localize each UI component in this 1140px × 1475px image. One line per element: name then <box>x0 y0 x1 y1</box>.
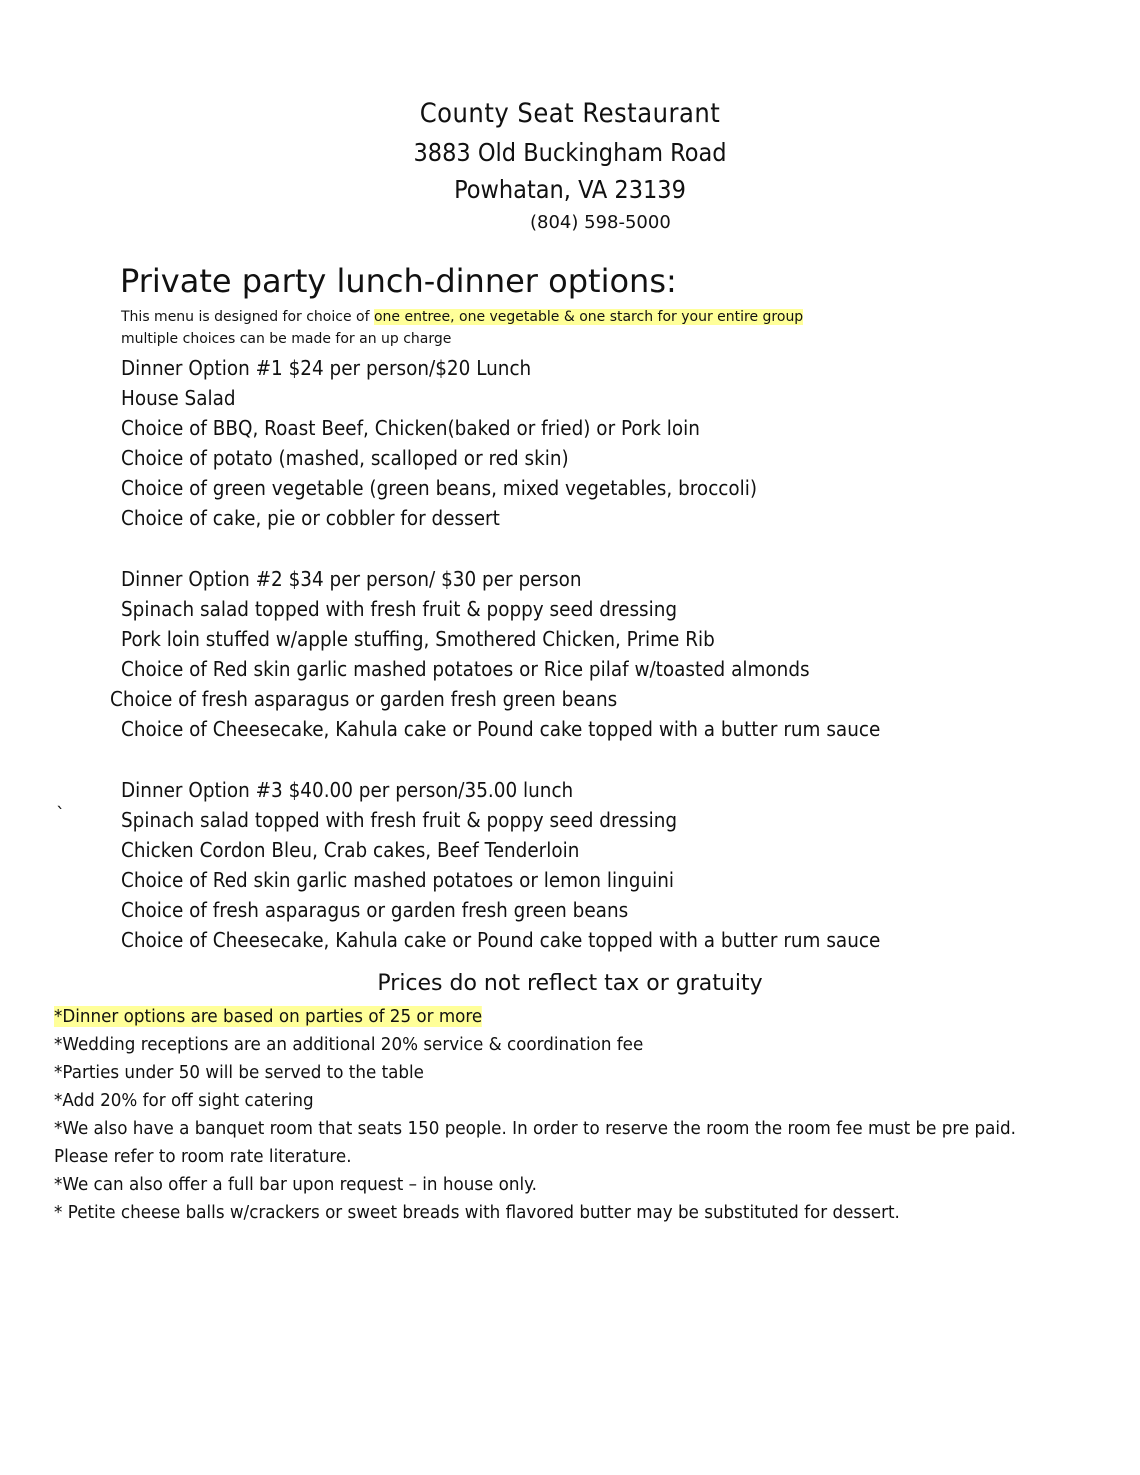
restaurant-address: 3883 Old Buckingham Road <box>413 138 727 167</box>
intro-highlighted-text: one entree, one vegetable & one starch for your entire group <box>373 309 804 325</box>
intro-line-1 <box>121 309 803 325</box>
option-1-item: House Salad <box>121 386 236 410</box>
restaurant-city: Powhatan, VA 23139 <box>454 175 686 204</box>
option-3-item: Spinach salad topped with fresh fruit & poppy seed dressing <box>121 808 678 832</box>
footnote <box>54 1006 482 1027</box>
footnote: *Add 20% for off sight catering <box>54 1090 314 1111</box>
footnote: *Parties under 50 will be served to the table <box>54 1062 424 1083</box>
option-1-item: Choice of BBQ, Roast Beef, Chicken(baked or fried) or Pork loin <box>121 416 700 440</box>
option-2-item: Choice of Red skin garlic mashed potatoes or Rice pilaf w/toasted almonds <box>121 657 810 681</box>
option-1-item: Choice of green vegetable (green beans, mixed vegetables, broccoli) <box>121 476 758 500</box>
option-2-item: Spinach salad topped with fresh fruit & poppy seed dressing <box>121 597 678 621</box>
option-3-item: Choice of fresh asparagus or garden fresh green beans <box>121 898 629 922</box>
option-3-item: Choice of Red skin garlic mashed potatoes or lemon linguini <box>121 868 674 892</box>
stray-mark: ` <box>56 804 65 825</box>
option-2-item: Pork loin stuffed w/apple stuffing, Smothered Chicken, Prime Rib <box>121 627 715 651</box>
option-1-item: Choice of cake, pie or cobbler for dessert <box>121 506 500 530</box>
restaurant-name: County Seat Restaurant <box>419 98 721 129</box>
footnote: *We also have a banquet room that seats 150 people. In order to reserve the room the room fee must be pre paid. <box>54 1118 1016 1139</box>
footnote: *Wedding receptions are an additional 20% service & coordination fee <box>54 1034 644 1055</box>
option-1-item: Choice of potato (mashed, scalloped or red skin) <box>121 446 569 470</box>
footnote: Please refer to room rate literature. <box>54 1146 352 1167</box>
option-2-item: Choice of Cheesecake, Kahula cake or Pound cake topped with a butter rum sauce <box>121 717 881 741</box>
intro-plain-text: This menu is designed for choice of <box>121 309 374 325</box>
option-3-item: Choice of Cheesecake, Kahula cake or Pound cake topped with a butter rum sauce <box>121 928 881 952</box>
footnote: *We can also offer a full bar upon request – in house only. <box>54 1174 538 1195</box>
footnote: * Petite cheese balls w/crackers or sweet breads with flavored butter may be substituted for dessert. <box>54 1202 900 1223</box>
footnote-highlighted: *Dinner options are based on parties of 25 or more <box>54 1006 483 1027</box>
option-2-item: Choice of fresh asparagus or garden fresh green beans <box>110 687 618 711</box>
intro-line-2: multiple choices can be made for an up charge <box>121 331 452 347</box>
option-3-item: Chicken Cordon Bleu, Crab cakes, Beef Tenderloin <box>121 838 580 862</box>
option-2-heading: Dinner Option #2 $34 per person/ $30 per person <box>121 567 582 591</box>
price-disclaimer: Prices do not reflect tax or gratuity <box>377 971 763 996</box>
option-1-heading: Dinner Option #1 $24 per person/$20 Lunch <box>121 356 532 380</box>
page-title: Private party lunch-dinner options: <box>120 262 677 300</box>
restaurant-phone: (804) 598-5000 <box>530 212 671 233</box>
option-3-heading: Dinner Option #3 $40.00 per person/35.00 lunch <box>121 778 574 802</box>
